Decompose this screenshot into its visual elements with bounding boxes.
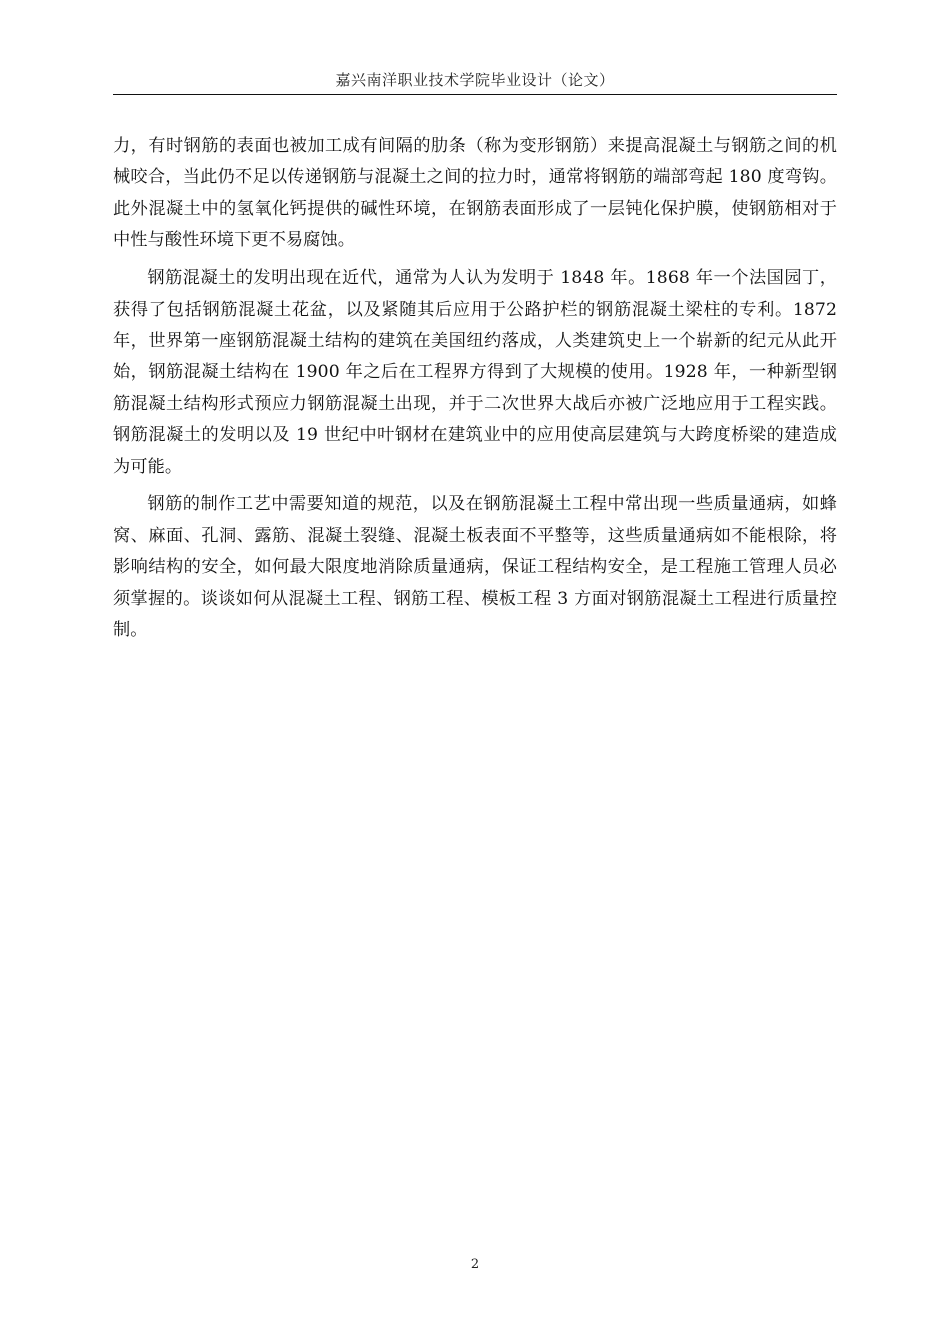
body-text (113, 131, 837, 653)
paragraph-history: 钢筋混凝土的发明出现在近代，通常为人认为发明于 1848 年。1868 年一个法国园丁， 获得了包括钢筋混凝土花盆，以及紧随其后应用于公路护栏的钢筋混凝土梁柱的专利。1872 年，世界第一座钢筋混凝土结构的建筑在美国纽约落成，人类建筑史上一个崭新的纪元从此开始，钢筋混凝土结构在 1900 年之后在工程界方得到了大规模的使用。1928 年，一种新型钢筋混凝土结构形式预应力钢筋混凝土出现，并于二次世界大战后亦被广泛地应用于工程实践。钢筋混凝土的发明以及 19 世纪中叶钢材在建筑业中的应用使高层建筑与大跨度桥梁的建造成为可能。 (113, 268, 837, 477)
paragraph-quality-control: 钢筋的制作工艺中需要知道的规范，以及在钢筋混凝土工程中常出现一些质量通病，如蜂窝、麻面、孔洞、露筋、混凝土裂缝、混凝土板表面不平整等，这些质量通病如不能根除，将影响结构的安全，如何最大限度地消除质量通病，保证工程结构安全，是工程施工管理人员必须掌握的。谈谈如何从混凝土工程、钢筋工程、模板工程 3 方面对钢筋混凝土工程进行质量控制。 (113, 494, 837, 641)
paragraph-continued: 力，有时钢筋的表面也被加工成有间隔的肋条（称为变形钢筋）来提高混凝土与钢筋之间的机械咬合，当此仍不足以传递钢筋与混凝土之间的拉力时，通常将钢筋的端部弯起 180 度弯钩。此外混凝土中的氢氧化钙提供的碱性环境，在钢筋表面形成了一层钝化保护膜，使钢筋相对于中性与酸性环境下更不易腐蚀。 (113, 136, 837, 251)
header-divider (113, 94, 837, 95)
page-header: 嘉兴南洋职业技术学院毕业设计（论文） (335, 71, 615, 89)
page-number: 2 (470, 1257, 480, 1272)
